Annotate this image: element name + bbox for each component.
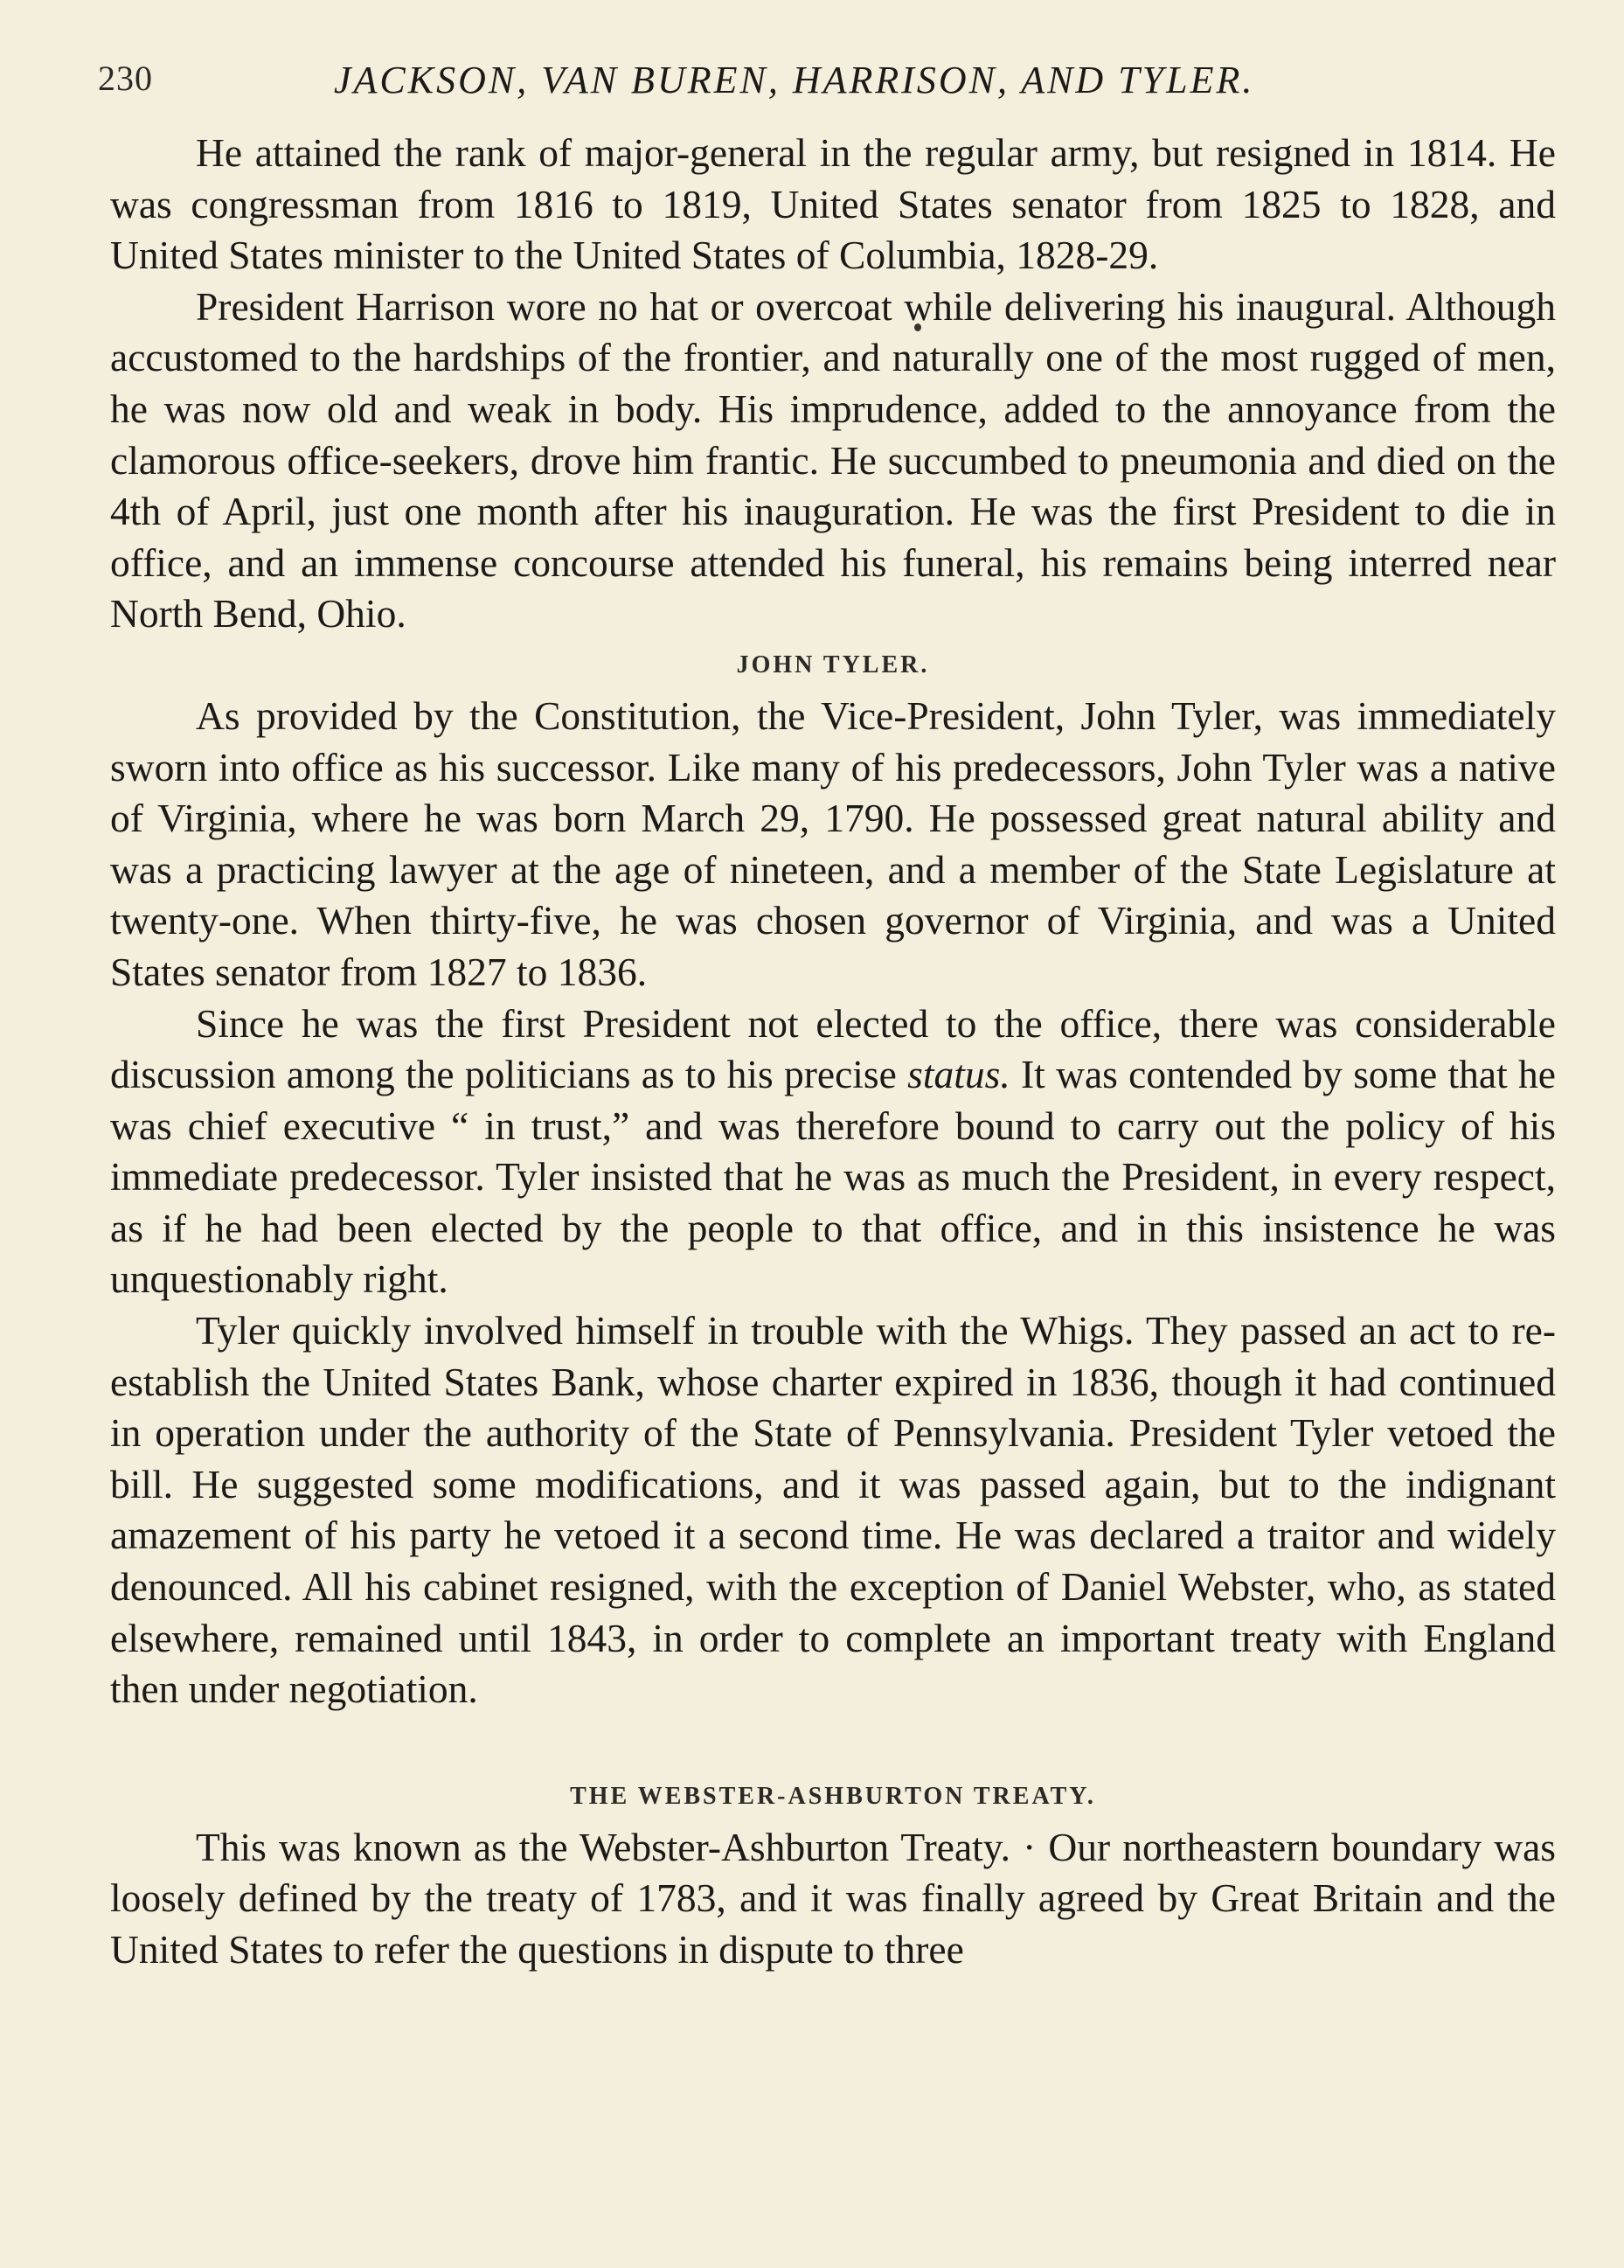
- paragraph-tyler-whigs: Tyler quickly involved himself in trouble with the Whigs. They passed an act to re-establish the United States Bank, whose charter expired in 1836, though it had continued in operation under the authority of the State of Pennsylvania. President Tyler vetoed the bill. He suggested some modifications, and it was passed again, but to the indignant amazement of his party he vetoed it a second time. He was declared a traitor and widely denounced. All his cabinet resigned, with the exception of Daniel Webster, who, as stated elsewhere, remained until 1843, in order to complete an important treaty with England then under negotiation.: [110, 1308, 1556, 1712]
- status-italic-word: status.: [907, 1052, 1010, 1097]
- section-heading-john-tyler: JOHN TYLER.: [736, 650, 930, 678]
- status-text-after: It was contended by some that he was chief executive “ in trust,” and was therefore bound to carry out the policy of his immediate predecessor. Tyler insisted that he was as much the President, in every respect, as if he had been elected by the people to that office, and in this insistence he was unquestionably right.: [110, 1052, 1556, 1302]
- paragraph-harrison-career: He attained the rank of major-general in the regular army, but resigned in 1814. He was congressman from 1816 to 1819, United States senator from 1825 to 1828, and United States minister to the United States of Columbia, 1828-29.: [110, 130, 1556, 278]
- paragraph-harrison-death: President Harrison wore no hat or overcoat while delivering his inaugural. Although accustomed to the hardships of the frontier, and naturally one of the most rugged of men, he was now old and weak in body. His imprudence, added to the annoyance from the clamorous office-seekers, drove him frantic. He succumbed to pneumonia and died on the 4th of April, just one month after his inauguration. He was the first President to die in office, and an immense concourse attended his funeral, his remains being interred near North Bend, Ohio.: [110, 283, 1556, 637]
- section-heading-webster-ashburton: THE WEBSTER-ASHBURTON TREATY.: [570, 1782, 1096, 1810]
- body-text: [110, 128, 1556, 1976]
- paragraph-tyler-status: [110, 998, 1556, 1306]
- paragraph-webster-treaty: This was known as the Webster-Ashburton Treaty. · Our northeastern boundary was loosely defined by the treaty of 1783, and it was finally agreed by Great Britain and the United States to refer the questions in dispute to three: [110, 1824, 1556, 1972]
- running-title: JACKSON, VAN BUREN, HARRISON, AND TYLER.: [334, 59, 1255, 101]
- page-number: 230: [98, 59, 153, 98]
- status-text-before: Since he was the first President not elected to the office, there was considerable discussion among the politicians as to his precise: [110, 1000, 1556, 1097]
- paragraph-tyler-succession: As provided by the Constitution, the Vice-President, John Tyler, was immediately sworn into office as his successor. Like many of his predecessors, John Tyler was a native of Virginia, where he was born March 29, 1790. He possessed great natural ability and was a practicing lawyer at the age of nineteen, and a member of the State Legislature at twenty-one. When thirty-five, he was chosen governor of Virginia, and was a United States senator from 1827 to 1836.: [110, 692, 1556, 994]
- running-head: [98, 58, 1357, 110]
